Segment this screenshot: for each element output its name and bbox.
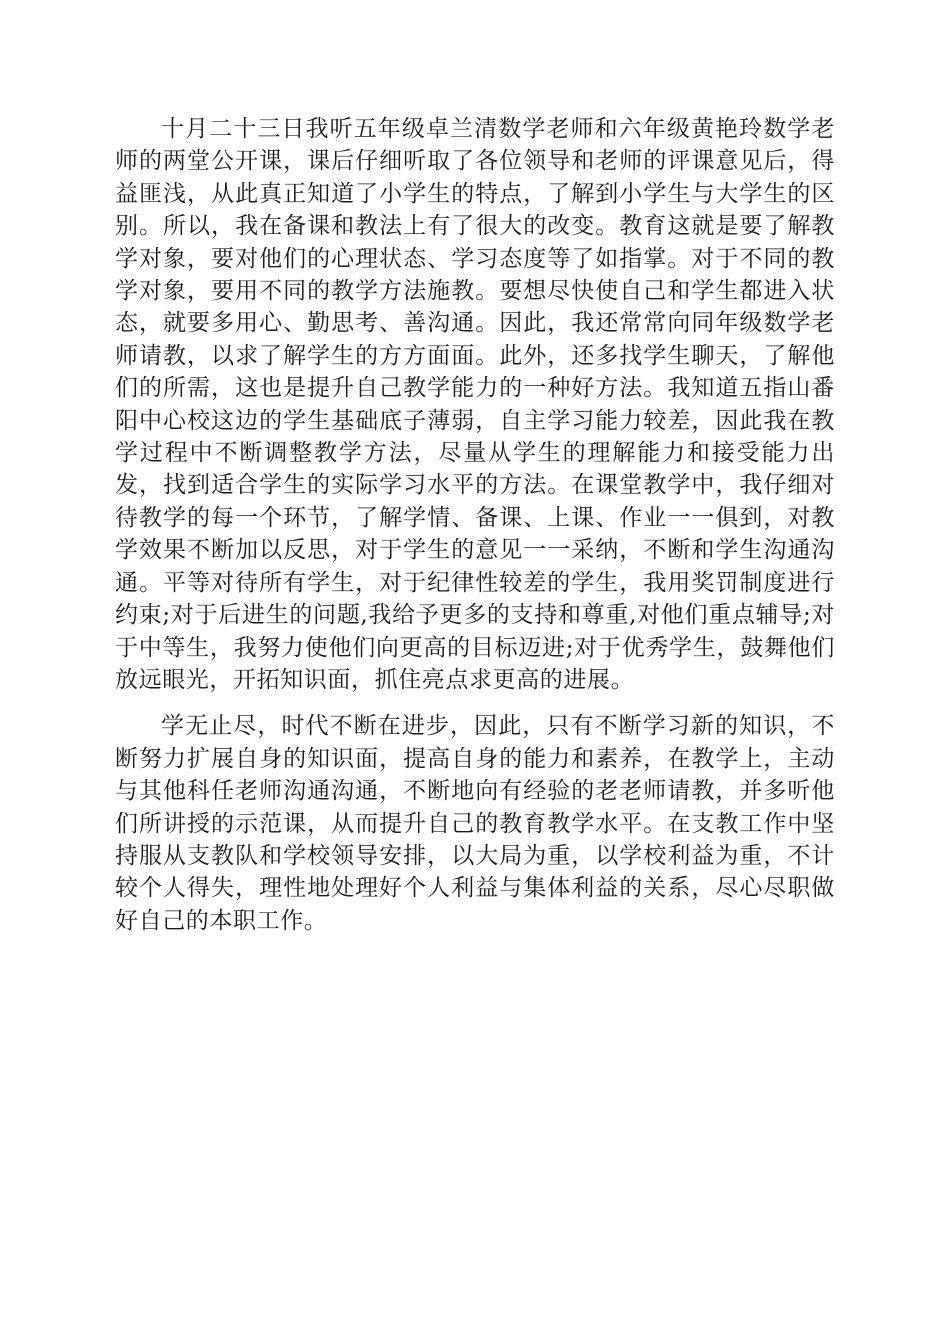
document-body <box>115 113 835 937</box>
paragraph-2: 学无止尽，时代不断在进步，因此，只有不断学习新的知识，不断努力扩展自身的知识面，提高自身的能力和素养，在教学上，主动与其他科任老师沟通沟通，不断地向有经验的老老师请教，并多听他们所讲授的示范课，从而提升自己的教育教学水平。在支教工作中坚持服从支教队和学校领导安排，以大局为重，以学校利益为重，不计较个人得失，理性地处理好个人利益与集体利益的关系，尽心尽职做好自己的本职工作。 <box>115 713 835 934</box>
paragraph-1: 十月二十三日我听五年级卓兰清数学老师和六年级黄艳玲数学老师的两堂公开课，课后仔细听取了各位领导和老师的评课意见后，得益匪浅，从此真正知道了小学生的特点，了解到小学生与大学生的区别。所以，我在备课和教法上有了很大的改变。教育这就是要了解教学对象，要对他们的心理状态、学习态度等了如指掌。对于不同的教学对象，要用不同的教学方法施教。要想尽快使自己和学生都进入状态，就要多用心、勤思考、善沟通。因此，我还常常向同年级数学老师请教，以求了解学生的方方面面。此外，还多找学生聊天，了解他们的所需，这也是提升自己教学能力的一种好方法。我知道五指山番阳中心校这边的学生基础底子薄弱，自主学习能力较差，因此我在教学过程中不断调整教学方法，尽量从学生的理解能力和接受能力出发，找到适合学生的实际学习水平的方法。在课堂教学中，我仔细对待教学的每一个环节，了解学情、备课、上课、作业一一俱到，对教学效果不断加以反思，对于学生的意见一一采纳，不断和学生沟通沟通。平等对待所有学生，对于纪律性较差的学生，我用奖罚制度进行约束;对于后进生的问题,我给予更多的支持和尊重,对他们重点辅导;对于中等生，我努力使他们向更高的目标迈进;对于优秀学生，鼓舞他们放远眼光，开拓知识面，抓住亮点求更高的进展。 <box>115 116 835 693</box>
